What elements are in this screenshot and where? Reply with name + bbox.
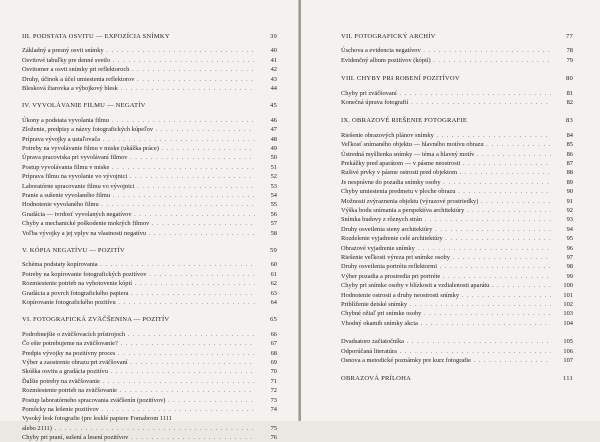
entry-title: Odporúčaná literatúra . . . bbox=[341, 347, 551, 356]
toc-entry bbox=[22, 358, 277, 367]
page-number: 43 bbox=[270, 75, 277, 83]
toc-entry bbox=[341, 244, 573, 253]
entry-title: Pomôcky na lešenie pozitívov . . . bbox=[22, 405, 255, 414]
page-number: 99 bbox=[566, 272, 573, 280]
toc-entry bbox=[22, 405, 277, 414]
entry-title: Hodnotenie ostrosti a druhy neostrosti snímky . . . bbox=[341, 291, 551, 300]
entry-title: Chyby pri snímke osoby v blízkosti a vzdialenosti aparátu . . . bbox=[341, 281, 551, 290]
entry-title: Rozdelenie vyjadrenie celé architektúry . . . bbox=[341, 234, 551, 243]
toc-section-heading bbox=[22, 32, 277, 41]
section-title: IV. VYVOLÁVANIE FILMU — NEGATÍV bbox=[22, 102, 146, 110]
page-number: 98 bbox=[566, 263, 573, 271]
page-number: 86 bbox=[566, 150, 573, 158]
entry-title: Je nesprávne do pozadia snímky osoby . . . bbox=[341, 178, 551, 187]
entry-title: Chybné ožiaľ pri snímke osoby . . . bbox=[341, 309, 551, 318]
page-number: 96 bbox=[566, 244, 573, 252]
toc-entry bbox=[341, 272, 573, 281]
page-number: 103 bbox=[563, 310, 573, 318]
toc-entry bbox=[22, 144, 277, 153]
page-number: 71 bbox=[270, 377, 277, 385]
page-number: 65 bbox=[270, 316, 277, 324]
toc-entry bbox=[22, 84, 277, 93]
page-number: 44 bbox=[270, 85, 277, 92]
entry-title: Chyby a mechanické poškodenie mokrých filmov . . . bbox=[22, 219, 255, 228]
page-number: 66 bbox=[270, 330, 277, 338]
left-page bbox=[0, 0, 299, 442]
entry-title: Dvadsatoro začiatočníka . . . bbox=[341, 337, 551, 346]
entry-title: Rozmiestenie potrieb na vyhotovenie kópií . . . bbox=[22, 279, 255, 288]
toc-entry bbox=[341, 187, 573, 196]
entry-title: Základný a presný osvit snímky . . . bbox=[22, 46, 255, 55]
page-number: 105 bbox=[563, 338, 573, 346]
toc-entry bbox=[22, 116, 277, 125]
page-number: 101 bbox=[563, 291, 573, 299]
entry-title: Priblíženie detské snímky . . . bbox=[341, 300, 551, 309]
toc-entry bbox=[22, 46, 277, 55]
toc-entry bbox=[341, 150, 573, 159]
toc-entry bbox=[341, 225, 573, 234]
toc-entry bbox=[341, 281, 573, 290]
entry-title: Obrazové vyjadrenie snímky . . . bbox=[341, 244, 551, 253]
page-number: 92 bbox=[566, 207, 573, 214]
toc-entry bbox=[22, 219, 277, 228]
page-number: 85 bbox=[566, 141, 573, 149]
toc-entry bbox=[22, 200, 277, 209]
page-number: 54 bbox=[270, 192, 277, 199]
section-title: VI. FOTOGRAFICKÁ ZVÄČŠENINA — POZITÍV bbox=[22, 316, 170, 324]
toc-entry bbox=[22, 65, 277, 74]
entry-title: Ústredná myšlienka snímky — téma a hlavný motív . . . bbox=[341, 150, 551, 159]
section-title: VII. FOTOGRAFICKÝ ARCHÍV bbox=[341, 33, 436, 40]
entry-title: Výber pozadia a prostredia pri portréte . . . bbox=[341, 272, 551, 281]
page-number: 80 bbox=[566, 75, 573, 83]
page-number: 89 bbox=[566, 178, 573, 186]
page-number: 79 bbox=[566, 56, 573, 64]
entry-title: Riešenie obrazových plánov snímky . . . bbox=[341, 131, 551, 140]
entry-title: Príprava vývojky a ustaľovača . . . bbox=[22, 135, 255, 144]
entry-title: Chyby pri zväčšovaní . . . bbox=[341, 89, 551, 98]
section-title: V. KÓPIA NEGATÍVU — POZITÍV bbox=[22, 247, 125, 254]
toc-entry bbox=[22, 424, 277, 433]
page-number: 46 bbox=[270, 116, 277, 124]
entry-title: Laboratórne spracovanie filmu vo vývojnici . . . bbox=[22, 182, 255, 191]
entry-title: Postup vyvolávania filmu v miske . . . bbox=[22, 163, 255, 172]
toc-entry bbox=[341, 215, 573, 224]
entry-title: Gradácia a povrch fotografického papiera . . . bbox=[22, 289, 255, 298]
toc-entry bbox=[22, 210, 277, 219]
toc-entry bbox=[22, 163, 277, 172]
page-number: 100 bbox=[563, 282, 573, 290]
page-number: 49 bbox=[270, 145, 277, 152]
page-number: 111 bbox=[562, 375, 573, 383]
page-number: 41 bbox=[270, 56, 277, 64]
page-number: 88 bbox=[566, 169, 573, 177]
page-number: 91 bbox=[566, 197, 573, 205]
toc-entry bbox=[22, 396, 277, 405]
page-number: 40 bbox=[270, 47, 277, 55]
toc-entry bbox=[341, 206, 573, 215]
entry-title: Výber a zaostrenie obrazu pri zväčšovaní . . . bbox=[22, 358, 255, 367]
entry-title: Čo ešte potrebujeme na zväčšovanie? . . . bbox=[22, 339, 255, 348]
page-number: 61 bbox=[270, 270, 277, 278]
entry-title: Druhy osvetlenia portrétu reflektormi . . . bbox=[341, 262, 551, 271]
toc-entry bbox=[22, 433, 277, 442]
page-number: 77 bbox=[566, 33, 573, 40]
toc-entry bbox=[341, 291, 573, 300]
toc-entry bbox=[22, 330, 277, 339]
page-number: 97 bbox=[566, 254, 573, 261]
entry-title: Kopírovanie fotografického pozitívu . . . bbox=[22, 298, 255, 307]
toc-entry bbox=[341, 356, 573, 365]
toc-entry bbox=[341, 309, 573, 318]
page-number: 70 bbox=[270, 368, 277, 376]
entry-title: Potreby na kopírovanie fotografických pozitívov . . . bbox=[22, 270, 255, 279]
entry-title: Chyby pri praní, sušení a lesení pozitívov . . . bbox=[22, 433, 255, 442]
entry-title: Úprava pracoviska pri vyvolávaní filmov . . . bbox=[22, 153, 255, 162]
entry-title: Výška bodu snímania a perspektíva architektúry . . . bbox=[341, 206, 551, 215]
page-number: 94 bbox=[566, 225, 573, 233]
toc-entry bbox=[22, 367, 277, 376]
section-title: VIII. CHYBY PRI ROBENÍ POZITÍVOV bbox=[341, 75, 460, 83]
section-title: OBRAZOVÁ PRÍLOHA bbox=[341, 375, 412, 383]
page-number: 104 bbox=[563, 319, 573, 327]
toc-entry bbox=[341, 98, 573, 107]
entry-title: Rušivé prvky v pásme ostrosti pred objektom . . . bbox=[341, 168, 551, 177]
toc-section-heading bbox=[341, 374, 573, 383]
entry-title: Hodnotenie vyvolaného filmu . . . bbox=[22, 200, 255, 209]
toc-entry bbox=[22, 56, 277, 65]
toc-section-heading bbox=[341, 74, 573, 83]
toc-entry bbox=[22, 339, 277, 348]
entry-title: Úkony a podstata vyvolania filmu . . . bbox=[22, 116, 255, 125]
right-page bbox=[301, 0, 600, 421]
page-number: 42 bbox=[270, 66, 277, 74]
section-title: III. PODSTATA OSVITU — EXPOZÍCIA SNÍMKY bbox=[22, 33, 170, 40]
entry-title: Príprava filmu na vyvolanie vo vývojnici . . . bbox=[22, 172, 255, 181]
toc-entry bbox=[341, 168, 573, 177]
page-number: 56 bbox=[270, 210, 277, 218]
toc-entry bbox=[341, 262, 573, 271]
page-number: 102 bbox=[563, 301, 573, 308]
page-number: 72 bbox=[270, 387, 277, 395]
toc-entry bbox=[22, 298, 277, 307]
toc-entry bbox=[22, 135, 277, 144]
toc-entry bbox=[22, 414, 277, 423]
page-number: 69 bbox=[270, 359, 277, 366]
toc-entry bbox=[341, 131, 573, 140]
entry-title: Prekážky pred aparátom — v pásme neostrosti . . . bbox=[341, 159, 551, 168]
page-number: 93 bbox=[566, 216, 573, 224]
toc-entry bbox=[341, 140, 573, 149]
entry-title: Osvitomer a osvit snímky pri reflektoroch . . . bbox=[22, 65, 255, 74]
page-number: 50 bbox=[270, 154, 277, 162]
entry-title: Chyby umiestenia predmetu v ploche obrazu . . . bbox=[341, 187, 551, 196]
page-number: 76 bbox=[270, 434, 277, 442]
page-number: 48 bbox=[270, 135, 277, 143]
page-number: 57 bbox=[270, 220, 277, 228]
toc-entry bbox=[341, 197, 573, 206]
entry-title: Skúška osvitu a gradácia pozitívu . . . bbox=[22, 367, 255, 376]
toc-entry bbox=[22, 260, 277, 269]
entry-title: alebo 2111) . . . bbox=[22, 424, 255, 433]
page-number: 68 bbox=[270, 349, 277, 357]
toc-entry bbox=[22, 75, 277, 84]
entry-title: Veľkosť snímaného objektu — hlavného motívu obrazu . . . bbox=[341, 140, 551, 149]
toc-entry bbox=[341, 56, 573, 65]
section-title: IX. OBRAZOVÉ RIEŠENIE FOTOGRAFIE bbox=[341, 117, 468, 125]
page-number: 62 bbox=[270, 280, 277, 288]
toc-section-heading bbox=[22, 101, 277, 110]
toc-entry bbox=[341, 347, 573, 356]
page-number: 107 bbox=[563, 357, 573, 364]
page-number: 45 bbox=[270, 102, 277, 110]
toc-entry bbox=[22, 377, 277, 386]
toc-section-heading bbox=[341, 32, 573, 41]
entry-title: Zloženie, predpisy a názvy fotografických kúpeľov . . . bbox=[22, 125, 255, 134]
entry-title: Riešenie veľkosti výreza pri snímke osoby . . . bbox=[341, 253, 551, 262]
toc-entry bbox=[341, 46, 573, 55]
page-number: 75 bbox=[270, 424, 277, 432]
page-number: 67 bbox=[270, 340, 277, 348]
page-number: 59 bbox=[270, 247, 277, 254]
page-number: 60 bbox=[270, 261, 277, 269]
page-number: 78 bbox=[566, 47, 573, 55]
entry-title: Ďalšie potreby na zväčšovanie . . . bbox=[22, 377, 255, 386]
entry-title: Predpis vývojky na pozitívny proces . . . bbox=[22, 349, 255, 358]
entry-title: Vysoký lesk fotografie (pre lesklé papiere Fomabrom 1111 bbox=[22, 415, 172, 423]
entry-title: Podrobnejšie o zväčšovacích prístrojoch . . . bbox=[22, 330, 255, 339]
page-number: 51 bbox=[270, 163, 277, 171]
toc-entry bbox=[22, 191, 277, 200]
page-number: 55 bbox=[270, 201, 277, 209]
entry-title: Úschova a evidencia negatívov . . . bbox=[341, 46, 551, 55]
entry-title: Druhy, účinok a účel umiestenia reflektorov . . . bbox=[22, 75, 255, 84]
entry-title: Druhy osvetlenia steny architektúry . . . bbox=[341, 225, 551, 234]
page-number: 90 bbox=[566, 188, 573, 196]
entry-title: Blesková žiarovka a výbojkový blesk . . . bbox=[22, 84, 255, 93]
toc-entry bbox=[341, 234, 573, 243]
entry-title: Potreby na vyvolávanie filmu v miske (ukážka práce) . . . bbox=[22, 144, 255, 153]
entry-title: Osvitové tabuľky pre denné svetlo . . . bbox=[22, 56, 255, 65]
toc-entry bbox=[22, 229, 277, 238]
entry-title: Voľba vývojky a jej vplyv na vlastnosti negatívu . . . bbox=[22, 229, 255, 238]
entry-title: Osnova a metodické poznámky pre kurz fotografie . . . bbox=[341, 356, 551, 365]
toc-section-heading bbox=[22, 246, 277, 255]
page-number: 74 bbox=[270, 406, 277, 413]
page-number: 106 bbox=[563, 347, 573, 355]
toc-entry bbox=[22, 289, 277, 298]
page-number: 73 bbox=[270, 396, 277, 404]
toc-entry bbox=[341, 319, 573, 328]
toc-entry bbox=[22, 279, 277, 288]
page-number: 84 bbox=[566, 131, 573, 139]
entry-title: Schéma podstaty kopírovania . . . bbox=[22, 260, 255, 269]
toc-entry bbox=[341, 159, 573, 168]
toc-entry bbox=[341, 178, 573, 187]
toc-entry bbox=[341, 337, 573, 346]
page-number: 95 bbox=[566, 235, 573, 243]
page-number: 58 bbox=[270, 229, 277, 237]
toc-entry bbox=[22, 172, 277, 181]
page-number: 81 bbox=[566, 89, 573, 97]
toc-entry bbox=[22, 270, 277, 279]
toc-entry bbox=[341, 253, 573, 262]
toc-entry bbox=[22, 386, 277, 395]
entry-title: Postup laboratórneho spracovania zväčšenín (pozitívov) . . . bbox=[22, 396, 255, 405]
entry-title: Konečná úprava fotografií . . . bbox=[341, 98, 551, 107]
page-number: 47 bbox=[270, 126, 277, 134]
page-number: 64 bbox=[270, 299, 277, 306]
entry-title: Rozmiestenie potrieb na zväčšovanie . . . bbox=[22, 386, 255, 395]
toc-entry bbox=[22, 125, 277, 134]
entry-title: Snímka budovy z rôznych strán . . . bbox=[341, 215, 551, 224]
entry-title: Pranie a sušenie vyvolaného filmu . . . bbox=[22, 191, 255, 200]
toc-entry bbox=[22, 153, 277, 162]
page-number: 52 bbox=[270, 173, 277, 181]
page-number: 82 bbox=[566, 99, 573, 106]
toc-entry bbox=[22, 182, 277, 191]
entry-title: Gradácia — tvrdosť vyvolaných negatívov . . . bbox=[22, 210, 255, 219]
page-number: 83 bbox=[566, 117, 573, 125]
page-number: 63 bbox=[270, 289, 277, 297]
toc-section-heading bbox=[22, 315, 277, 324]
page-number: 53 bbox=[270, 182, 277, 190]
toc-entry bbox=[22, 349, 277, 358]
page-number: 39 bbox=[270, 33, 277, 40]
toc-entry bbox=[341, 300, 573, 309]
toc-entry bbox=[341, 89, 573, 98]
entry-title: Evidenčný album pozitívov (kópií) . . . bbox=[341, 56, 551, 65]
toc-section-heading bbox=[341, 116, 573, 125]
entry-title: Vhodný okamih snímky akcia . . . bbox=[341, 319, 551, 328]
page-number: 87 bbox=[566, 160, 573, 167]
entry-title: Možnosti zvýraznenia objektu (výrazové prostriedky) . . . bbox=[341, 197, 551, 206]
